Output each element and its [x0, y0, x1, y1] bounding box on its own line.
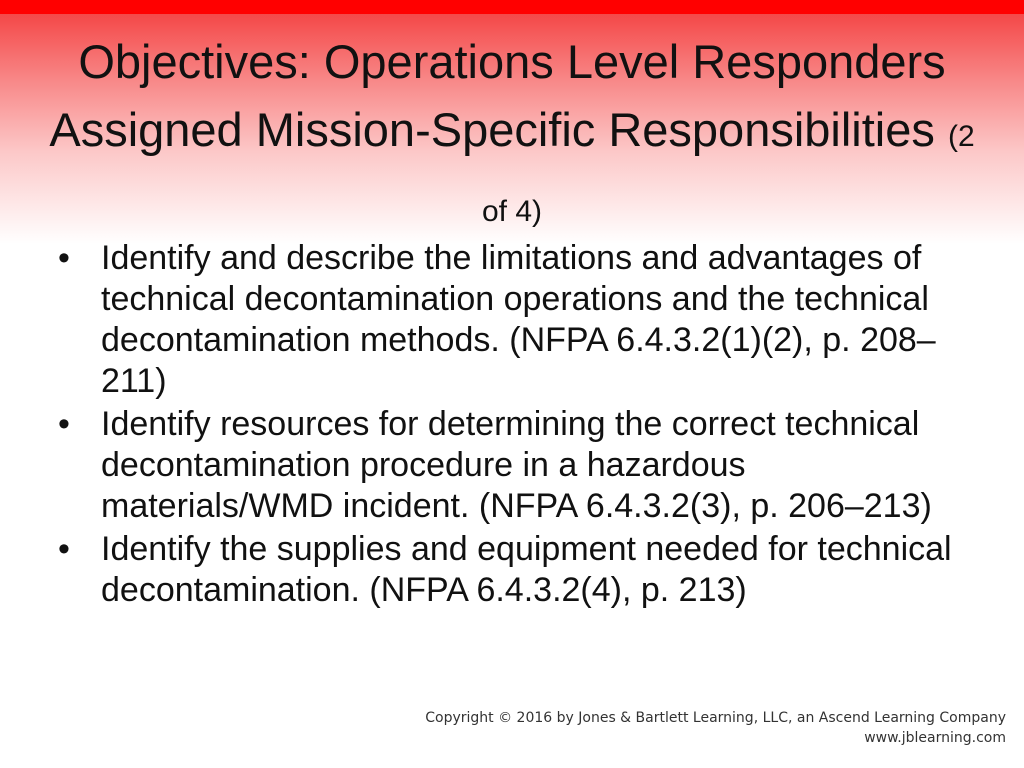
slide-title-main: Objectives: Operations Level Responders Assigned Mission-Specific Responsibilities [49, 35, 946, 156]
website-link: www.jblearning.com [864, 730, 1006, 746]
slide-title-sub: (2 of 4) [481, 120, 975, 228]
slide-title [40, 28, 984, 246]
bullet-dot-icon: • [58, 405, 70, 443]
bullet-text: Identify and describe the limitations and advantages of technical decontamination operations and the technical decontamination methods. (NFPA 6.4.3.2(1)(2), p. 208–211) [101, 239, 936, 400]
top-accent-bar [0, 0, 1024, 14]
bullet-item [58, 238, 958, 402]
bullet-text: Identify the supplies and equipment needed for technical decontamination. (NFPA 6.4.3.2(4), p. 213) [101, 530, 952, 609]
footer [425, 708, 1006, 748]
bullet-text: Identify resources for determining the correct technical decontamination procedure in a hazardous materials/WMD incident. (NFPA 6.4.3.2(3), p. 206–213) [101, 405, 932, 525]
bullet-item [58, 404, 958, 527]
bullet-item [58, 529, 958, 611]
bullet-dot-icon: • [58, 530, 70, 568]
bullet-list [58, 238, 958, 613]
copyright-notice: Copyright © 2016 by Jones & Bartlett Learning, LLC, an Ascend Learning Company [425, 710, 1006, 726]
bullet-dot-icon: • [58, 239, 70, 277]
